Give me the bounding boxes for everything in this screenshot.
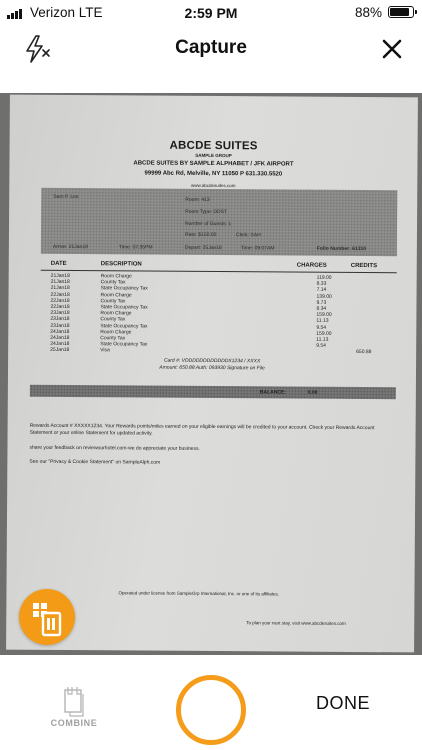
row-description: County Tax — [100, 279, 126, 286]
row-charge: 9.54 — [316, 324, 327, 331]
balance-label: BALANCE: — [259, 389, 286, 396]
next-stay-text: To plan your next stay, visit www.abcdesuites.com — [246, 620, 346, 626]
row-description: County Tax — [100, 298, 126, 305]
hotel-line-1: ABCDE SUITES BY SAMPLE ALPHABET / JFK AIRPORT — [133, 160, 294, 168]
battery-percent: 88% — [354, 5, 382, 20]
row-description: Room Charge — [100, 291, 132, 299]
row-description: County Tax — [100, 335, 126, 342]
clerk: Clerk: SAH — [235, 232, 261, 239]
row-charge: 11.13 — [316, 318, 329, 325]
camera-preview[interactable] — [0, 93, 422, 655]
combine-button[interactable] — [48, 686, 100, 732]
battery-icon — [388, 6, 414, 18]
captured-document — [6, 95, 418, 653]
hotel-group: SAMPLE GROUP — [195, 152, 232, 159]
clock: 2:59 PM — [184, 5, 238, 21]
folio-number: Folio Number: 61310 — [316, 245, 367, 253]
row-date: 21Jan18 — [50, 279, 70, 286]
balance-bar — [30, 385, 396, 400]
row-charge: 139.00 — [316, 293, 332, 300]
privacy-text: See our "Privacy & Cookie Statement" on SampleAlph.com — [29, 458, 161, 466]
col-date: DATE — [50, 260, 67, 267]
row-charge: 9.73 — [316, 299, 327, 306]
row-description: State Occupancy Tax — [100, 285, 148, 292]
row-date: 23Jan18 — [50, 322, 70, 329]
col-charges: CHARGES — [296, 262, 327, 269]
card-number: Card #: VDDDDDDDDDDDDX1234 / XXXX — [163, 357, 261, 365]
nav-bar — [0, 24, 422, 74]
row-date: 21Jan18 — [50, 272, 70, 280]
room-number: Room: 413 — [185, 196, 210, 203]
row-charge: 8.34 — [316, 305, 327, 312]
guest-info-box — [41, 188, 397, 256]
row-description: State Occupancy Tax — [100, 341, 148, 348]
room-type: Room Type: DDST — [185, 208, 228, 216]
row-date: 25Jan18 — [50, 347, 70, 354]
row-description: State Occupancy Tax — [100, 304, 148, 311]
row-charge: 159.00 — [316, 311, 332, 319]
feedback-text: share your feedback on reviewourhotel.com-we do appreciate your business. — [29, 444, 200, 452]
hotel-name: ABCDE SUITES — [169, 139, 258, 153]
payment-amount: Amount: 650.88 Auth: 093930 Signature on File — [159, 364, 265, 372]
arrive-date: Arrive: 21Jan18 — [52, 243, 88, 251]
row-date: 22Jan18 — [50, 297, 70, 304]
col-credits: CREDITS — [350, 262, 378, 270]
scan-mode-icon — [19, 589, 75, 645]
depart-time: Time: 09:07AM — [240, 245, 275, 252]
row-charge: 9.54 — [316, 342, 326, 349]
row-description: County Tax — [100, 316, 126, 323]
row-description: Visa — [100, 347, 110, 354]
combine-label: COMBINE — [50, 718, 98, 728]
row-date: 24Jan18 — [50, 334, 70, 342]
row-credit: 650.88 — [356, 349, 372, 356]
battery-fill — [390, 8, 409, 16]
depart-date: Depart: 25Jan18 — [184, 244, 222, 252]
carrier-label: Verizon LTE — [30, 5, 103, 20]
arrive-time: Time: 07:35PM — [118, 244, 153, 251]
done-button[interactable]: DONE — [316, 693, 371, 713]
row-date: 22Jan18 — [50, 291, 70, 298]
row-description: Room Charge — [100, 310, 132, 317]
page-title: Capture — [175, 37, 247, 58]
guest-name: Sam P. Lee — [53, 193, 79, 201]
guest-count: Number of Guests: 1 — [185, 220, 232, 228]
charges-table — [41, 272, 397, 356]
table-header — [41, 261, 397, 273]
row-description: Room Charge — [100, 273, 132, 280]
col-description: DESCRIPTION — [100, 261, 142, 268]
row-charge: 159.00 — [316, 330, 332, 337]
close-icon[interactable] — [380, 37, 404, 61]
row-date: 21Jan18 — [50, 285, 70, 292]
room-rate: Rate: $150.00 — [184, 231, 217, 239]
row-charge: 119.00 — [316, 274, 332, 281]
combine-icon — [48, 686, 100, 718]
row-date: 22Jan18 — [50, 303, 70, 311]
row-charge: 7.14 — [316, 287, 327, 294]
row-charge: 11.13 — [316, 336, 329, 343]
table-row — [40, 347, 396, 354]
hotel-website: www.abcdesuites.com — [191, 182, 236, 189]
balance-value: 0.00 — [307, 389, 318, 396]
rewards-text: Rewards Account # XXXXX1234. Your Rewards points/miles earned on your eligible earnings will be credited to your account. Check your Rewards Account Statement or your online Statement for updated activity. — [29, 422, 375, 437]
hotel-line-2: 99999 Abc Rd, Melville, NY 11050 P 631.330.5520 — [144, 170, 283, 178]
license-text: Operated under license from SampleGrp International, Inc. or one of its affiliates. — [118, 590, 279, 597]
shutter-button[interactable] — [176, 675, 246, 745]
row-date: 24Jan18 — [50, 328, 70, 335]
row-date: 23Jan18 — [50, 310, 70, 317]
row-description: State Occupancy Tax — [100, 322, 148, 330]
row-date: 24Jan18 — [50, 341, 70, 348]
row-date: 23Jan18 — [50, 316, 70, 323]
scan-mode-button[interactable] — [19, 589, 75, 645]
row-description: Room Charge — [100, 329, 132, 336]
row-charge: 8.33 — [316, 280, 327, 287]
status-bar — [0, 0, 422, 24]
